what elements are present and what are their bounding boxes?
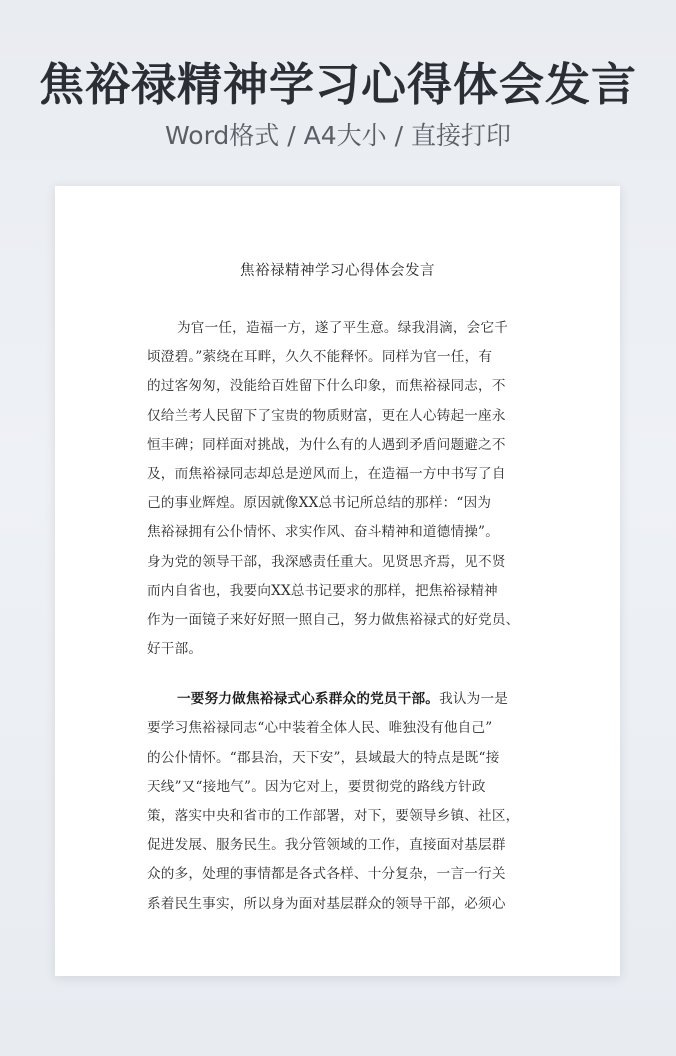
paragraph-line: [147, 685, 547, 714]
paragraph-line: 焦裕禄拥有公仆情怀、求实作风、奋斗精神和道德情操”。: [147, 524, 499, 541]
paragraph-line: 天线”又“接地气”。因为它对上，要贯彻党的路线方针政: [147, 778, 486, 795]
document-body: [147, 314, 547, 919]
paragraph-line: 身为党的领导干部，我深感责任重大。见贤思齐焉，见不贤: [147, 553, 506, 570]
paragraph-line: 为官一任，造福一方，遂了平生意。绿我涓滴，会它千: [177, 320, 509, 336]
paragraph-line: 好干部。: [147, 641, 203, 658]
paragraph-line: 众的多，处理的事情都是各式各样、十分复杂，一言一行关: [147, 866, 506, 883]
paragraph-line: 己的事业辉煌。原因就像XX总书记所总结的那样：“因为: [147, 495, 492, 512]
paragraph-line: 顷澄碧。”萦绕在耳畔，久久不能释怀。同样为官一任，有: [147, 349, 493, 366]
paragraph-line: 系着民生事实，所以身为面对基层群众的领导干部，必须心: [147, 895, 506, 912]
paragraph-line: 要学习焦裕禄同志“心中装着全体人民、唯独没有他自己”: [147, 720, 493, 737]
paragraph-line: 策，落实中央和省市的工作部署，对下，要领导乡镇、社区，: [147, 808, 520, 824]
paragraph-line: 的公仆情怀。“郡县治，天下安”，县域最大的特点是既“接: [147, 749, 500, 766]
section-lead-heading: 一要努力做焦裕禄式心系群众的党员干部。: [177, 691, 440, 708]
paragraph-gap: [147, 664, 547, 685]
banner-title: 焦裕禄精神学习心得体会发言: [38, 58, 637, 111]
paragraph-line: 作为一面镜子来好好照一照自己，努力做焦裕禄式的好党员、: [147, 611, 520, 628]
paragraph-line: 恒丰碑；同样面对挑战，为什么有的人遇到矛盾问题避之不: [147, 436, 506, 453]
document-page: [55, 186, 620, 976]
paragraph-line: 的过客匆匆，没能给百姓留下什么印象，而焦裕禄同志，不: [147, 378, 506, 395]
paragraph-line: 而内自省也，我要向XX总书记要求的那样，把焦裕禄精神: [147, 582, 498, 599]
banner-subtitle: Word格式 / A4大小 / 直接打印: [165, 121, 511, 150]
paragraph-line: 仅给兰考人民留下了宝贵的物质财富，更在人心铸起一座永: [147, 407, 506, 424]
paragraph-text: 我认为一是: [439, 691, 509, 708]
paragraph-line: 及，而焦裕禄同志却总是逆风而上，在造福一方中书写了自: [147, 465, 506, 482]
paragraph-line: 促进发展、服务民生。我分管领域的工作，直接面对基层群: [147, 837, 506, 854]
document-title: 焦裕禄精神学习心得体会发言: [240, 263, 435, 279]
